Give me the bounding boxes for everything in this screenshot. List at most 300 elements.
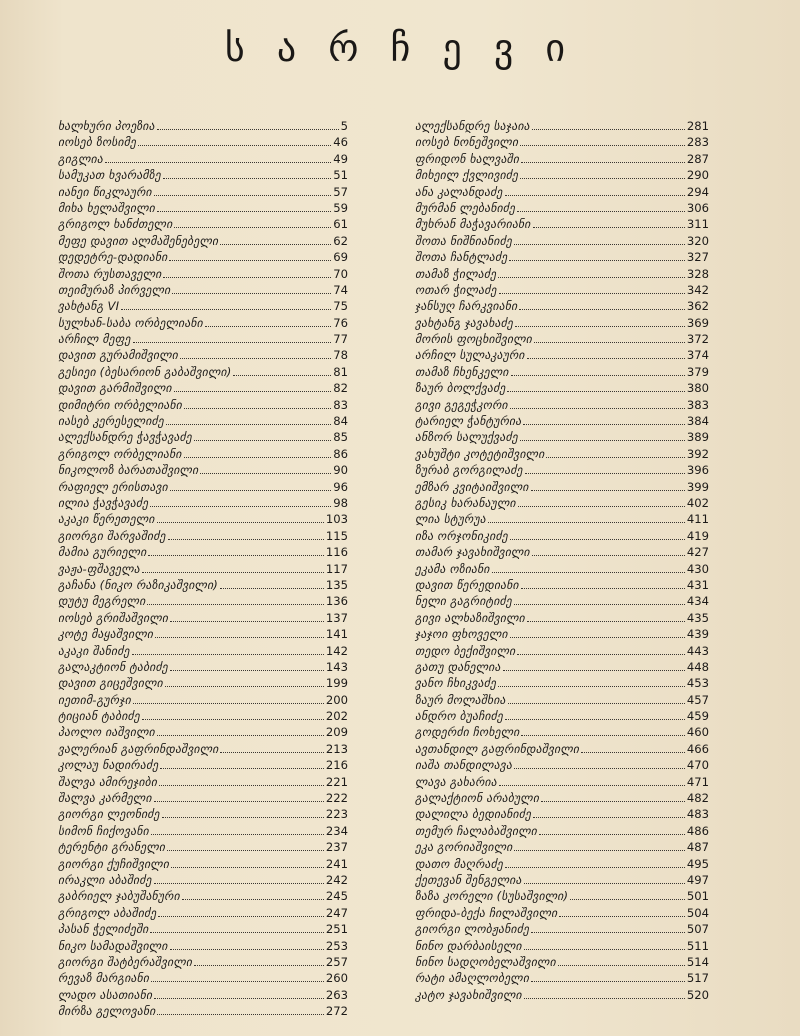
dot-leader xyxy=(150,921,323,933)
toc-entry-title: გრიგოლ ორბელიანი xyxy=(58,446,182,461)
dot-leader xyxy=(518,495,685,507)
toc-entry-title: შალვა კარმელი xyxy=(58,791,152,806)
dot-leader xyxy=(514,233,685,245)
toc-entry xyxy=(58,774,348,790)
toc-entry xyxy=(58,1003,348,1019)
toc-entry-title: ლია სტურუა xyxy=(415,512,486,527)
toc-entry-page-number: 379 xyxy=(686,364,709,379)
toc-entry-page-number: 115 xyxy=(325,528,348,543)
dot-leader xyxy=(532,118,685,130)
dot-leader xyxy=(514,839,684,851)
toc-entry-page-number: 84 xyxy=(333,414,348,429)
toc-entry-title: დედეტრე-დადიანი xyxy=(58,250,168,265)
toc-entry xyxy=(58,839,348,855)
dot-leader xyxy=(154,987,324,999)
toc-entry xyxy=(415,446,709,462)
toc-entry xyxy=(415,249,709,265)
dot-leader xyxy=(165,675,324,687)
toc-entry-page-number: 136 xyxy=(325,594,348,609)
toc-entry xyxy=(58,675,348,691)
dot-leader xyxy=(155,626,324,638)
toc-entry xyxy=(58,282,348,298)
toc-entry-page-number: 507 xyxy=(686,922,709,937)
toc-entry xyxy=(415,347,709,363)
toc-entry-title: სამუკათ ხვარამზე xyxy=(58,168,161,183)
dot-leader xyxy=(157,200,331,212)
dot-leader xyxy=(220,741,323,753)
toc-entry-title: ნინო დარბაისელი xyxy=(415,938,522,953)
toc-entry-title: ვაჟა-ფშაველა xyxy=(58,561,140,576)
toc-entry-title: ჯაჯოი ფხოველი xyxy=(415,627,508,642)
toc-entry-page-number: 514 xyxy=(686,954,709,969)
dot-leader xyxy=(499,774,685,786)
dot-leader xyxy=(541,790,685,802)
toc-entry xyxy=(58,364,348,380)
toc-entry-page-number: 396 xyxy=(686,463,709,478)
toc-entry-title: ავთანდილ გაფრინდაშვილი xyxy=(415,741,580,756)
toc-entry-title: რატი ამაღლობელი xyxy=(415,971,530,986)
toc-entry-title: ლადო ასათიანი xyxy=(58,987,153,1002)
toc-entry xyxy=(415,921,709,937)
dot-leader xyxy=(157,511,324,523)
dot-leader xyxy=(511,364,685,376)
dot-leader xyxy=(524,872,685,884)
toc-entry-page-number: 135 xyxy=(325,577,348,592)
toc-entry xyxy=(415,708,709,724)
dot-leader xyxy=(525,462,685,474)
toc-entry-page-number: 501 xyxy=(686,889,709,904)
toc-entry-title: კოლაუ ნადირაძე xyxy=(58,758,159,773)
toc-entry-page-number: 486 xyxy=(686,823,709,838)
toc-entry xyxy=(58,659,348,675)
toc-entry xyxy=(58,626,348,642)
toc-entry-title: ალექსანდრე ჭავჭავაძე xyxy=(58,430,192,445)
dot-leader xyxy=(163,167,331,179)
toc-entry-title: გაჩანა (ნიკო რაზიკაშვილი) xyxy=(58,577,219,592)
toc-entry xyxy=(58,856,348,872)
toc-entry xyxy=(415,938,709,954)
toc-entry xyxy=(415,413,709,429)
toc-entry-title: ეკამა ოზიანი xyxy=(415,561,490,576)
toc-entry-page-number: 402 xyxy=(686,495,709,510)
dot-leader xyxy=(169,249,331,261)
toc-entry xyxy=(415,495,709,511)
toc-entry-title: ვალერიან გაფრინდაშვილი xyxy=(58,741,219,756)
dot-leader xyxy=(151,823,324,835)
toc-entry xyxy=(58,823,348,839)
dot-leader xyxy=(220,577,324,589)
toc-entry xyxy=(58,757,348,773)
toc-entry xyxy=(58,593,348,609)
toc-entry-page-number: 372 xyxy=(686,332,709,347)
dot-leader xyxy=(515,315,685,327)
dot-leader xyxy=(172,282,331,294)
dot-leader xyxy=(505,708,685,720)
toc-entry xyxy=(415,429,709,445)
toc-entry-page-number: 320 xyxy=(686,233,709,248)
toc-entry xyxy=(58,610,348,626)
toc-entry xyxy=(58,184,348,200)
toc-entry xyxy=(415,987,709,1003)
dot-leader xyxy=(133,692,324,704)
toc-entry-title: მამია გურიელი xyxy=(58,545,147,560)
toc-entry xyxy=(415,298,709,314)
toc-entry-page-number: 342 xyxy=(686,282,709,297)
toc-entry xyxy=(415,954,709,970)
dot-leader xyxy=(510,397,685,409)
toc-entry-page-number: 137 xyxy=(325,610,348,625)
toc-entry-page-number: 78 xyxy=(333,348,348,363)
toc-entry xyxy=(58,790,348,806)
toc-entry-title: კოტე მაყაშვილი xyxy=(58,627,154,642)
dot-leader xyxy=(527,347,685,359)
toc-entry-page-number: 483 xyxy=(686,807,709,822)
toc-entry xyxy=(415,970,709,986)
toc-entry-page-number: 443 xyxy=(686,643,709,658)
toc-entry-title: ილია ჭავჭავაძე xyxy=(58,495,149,510)
toc-entry-title: ალექსანდრე საჯაია xyxy=(415,119,530,133)
dot-leader xyxy=(170,610,324,622)
toc-entry-page-number: 213 xyxy=(325,741,348,756)
toc-entry-page-number: 374 xyxy=(686,348,709,363)
toc-entry-page-number: 471 xyxy=(686,774,709,789)
dot-leader xyxy=(148,544,323,556)
toc-entry-page-number: 504 xyxy=(686,905,709,920)
toc-entry-title: იოსებ გრიშაშვილი xyxy=(58,610,169,625)
toc-entry-page-number: 76 xyxy=(333,315,348,330)
toc-entry-title: იეთიმ-გურჯი xyxy=(58,692,131,707)
dot-leader xyxy=(503,659,685,671)
toc-entry-title: ვანო ჩხიკვაძე xyxy=(415,676,497,691)
toc-entry xyxy=(58,511,348,527)
toc-entry xyxy=(58,479,348,495)
toc-entry xyxy=(415,462,709,478)
toc-entry xyxy=(415,659,709,675)
toc-entry-page-number: 434 xyxy=(686,594,709,609)
toc-entry-page-number: 380 xyxy=(686,381,709,396)
toc-entry-title: მურმან ლებანიძე xyxy=(415,200,516,215)
dot-leader xyxy=(488,511,685,523)
dot-leader xyxy=(517,200,685,212)
dot-leader xyxy=(194,954,324,966)
dot-leader xyxy=(105,151,331,163)
toc-entry-page-number: 457 xyxy=(686,692,709,707)
toc-entry-title: რაფიელ ერისთავი xyxy=(58,479,168,494)
toc-entry xyxy=(415,200,709,216)
toc-entry xyxy=(415,872,709,888)
toc-entry-title: დიმიტრი ორბელიანი xyxy=(58,397,182,412)
dot-leader xyxy=(138,134,331,146)
dot-leader xyxy=(510,626,685,638)
toc-entry-page-number: 117 xyxy=(325,561,348,576)
toc-entry-title: მუხრან მაჭავარიანი xyxy=(415,217,531,232)
toc-entry xyxy=(415,741,709,757)
toc-entry-page-number: 253 xyxy=(325,938,348,953)
toc-entry-page-number: 466 xyxy=(686,741,709,756)
toc-entry-page-number: 61 xyxy=(333,217,348,232)
toc-entry-page-number: 103 xyxy=(325,512,348,527)
toc-entry-title: ქეთევან შენგელია xyxy=(415,872,522,887)
toc-entry xyxy=(415,675,709,691)
toc-entry xyxy=(58,872,348,888)
dot-leader xyxy=(154,790,324,802)
toc-entry-title: გიორგი შატბერაშვილი xyxy=(58,954,193,969)
dot-leader xyxy=(194,429,331,441)
dot-leader xyxy=(157,1003,323,1015)
toc-entry-title: რევაზ მარგიანი xyxy=(58,971,150,986)
toc-entry-title: გიგლია xyxy=(58,151,103,166)
toc-entry-title: დალილა ბედიანიძე xyxy=(415,807,532,822)
toc-entry-title: ნელი გაგრიტიძე xyxy=(415,594,512,609)
toc-entry-page-number: 70 xyxy=(333,266,348,281)
dot-leader xyxy=(509,249,685,261)
toc-entry xyxy=(415,823,709,839)
dot-leader xyxy=(581,741,685,753)
toc-entry-title: იანეი წიკლაური xyxy=(58,184,152,199)
dot-leader xyxy=(154,872,324,884)
toc-entry xyxy=(415,380,709,396)
dot-leader xyxy=(163,266,331,278)
toc-entry-page-number: 283 xyxy=(686,135,709,150)
toc-entry-title: გიორგი შარვაშიძე xyxy=(58,528,166,543)
dot-leader xyxy=(521,151,685,163)
toc-entry-page-number: 141 xyxy=(325,627,348,642)
toc-entry-page-number: 5 xyxy=(340,119,348,133)
toc-entry xyxy=(415,528,709,544)
toc-entry-page-number: 242 xyxy=(325,872,348,887)
toc-entry-page-number: 511 xyxy=(686,938,709,953)
toc-entry-page-number: 482 xyxy=(686,791,709,806)
dot-leader xyxy=(147,593,323,605)
toc-entry-page-number: 427 xyxy=(686,545,709,560)
toc-entry-title: შოთა ნიშნიანიძე xyxy=(415,233,512,248)
toc-entry-page-number: 59 xyxy=(333,200,348,215)
toc-entry xyxy=(415,724,709,740)
dot-leader xyxy=(170,659,324,671)
toc-entry xyxy=(415,790,709,806)
dot-leader xyxy=(157,724,324,736)
toc-entry-title: შოთა რუსთაველი xyxy=(58,266,162,281)
toc-entry-title: ტარიელ ჭანტურია xyxy=(415,414,522,429)
toc-entry-title: გალაქტიონ არაბული xyxy=(415,791,540,806)
toc-entry-title: გრიგოლ აბაშიძე xyxy=(58,905,157,920)
toc-entry-page-number: 495 xyxy=(686,856,709,871)
toc-entry-title: ვახუშტი კოტეტიშვილი xyxy=(415,446,545,461)
toc-entry xyxy=(58,298,348,314)
dot-leader xyxy=(533,806,685,818)
dot-leader xyxy=(157,118,339,130)
dot-leader xyxy=(508,692,685,704)
toc-entry xyxy=(58,544,348,560)
toc-entry-title: ზაურ მოლაშხია xyxy=(415,692,506,707)
toc-entry xyxy=(415,593,709,609)
toc-entry xyxy=(415,577,709,593)
toc-entry-title: დავით გიცეშვილი xyxy=(58,676,163,691)
toc-entry-page-number: 81 xyxy=(333,364,348,379)
toc-entry-page-number: 327 xyxy=(686,250,709,265)
toc-entry-title: თედო ბექიშვილი xyxy=(415,643,516,658)
toc-entry-page-number: 460 xyxy=(686,725,709,740)
toc-entry xyxy=(415,216,709,232)
toc-entry-title: პასან ჭელიძეში xyxy=(58,922,149,937)
toc-entry-page-number: 209 xyxy=(325,725,348,740)
toc-entry xyxy=(415,266,709,282)
toc-entry-page-number: 237 xyxy=(325,840,348,855)
toc-entry-title: თამაზ ჭილაძე xyxy=(415,266,497,281)
toc-entry-title: მირზა გელოვანი xyxy=(58,1004,156,1019)
dot-leader xyxy=(168,528,324,540)
toc-entry-title: გიორგი ქუჩიშვილი xyxy=(58,856,170,871)
dot-leader xyxy=(519,298,685,310)
toc-entry xyxy=(415,610,709,626)
dot-leader xyxy=(507,380,684,392)
dot-leader xyxy=(531,970,685,982)
toc-entry xyxy=(58,495,348,511)
toc-entry-title: ვახტანგ ჯავახაძე xyxy=(415,315,513,330)
dot-leader xyxy=(532,544,685,556)
toc-entry-title: მორის ფოცხიშვილი xyxy=(415,332,532,347)
toc-entry xyxy=(415,561,709,577)
dot-leader xyxy=(151,970,324,982)
toc-entry xyxy=(58,380,348,396)
toc-entry-title: გრიგოლ ხანძთელი xyxy=(58,217,173,232)
toc-entry-page-number: 143 xyxy=(325,659,348,674)
dot-leader xyxy=(180,347,331,359)
toc-entry xyxy=(415,839,709,855)
toc-entry-page-number: 90 xyxy=(333,463,348,478)
dot-leader xyxy=(166,413,331,425)
toc-entry-page-number: 221 xyxy=(325,774,348,789)
toc-entry xyxy=(58,905,348,921)
dot-leader xyxy=(121,298,331,310)
toc-entry-page-number: 389 xyxy=(686,430,709,445)
toc-entry xyxy=(415,757,709,773)
dot-leader xyxy=(559,905,685,917)
toc-entry-page-number: 430 xyxy=(686,561,709,576)
toc-entry xyxy=(58,397,348,413)
toc-entry-page-number: 223 xyxy=(325,807,348,822)
toc-entry-page-number: 419 xyxy=(686,528,709,543)
dot-leader xyxy=(520,429,685,441)
toc-entry xyxy=(415,233,709,249)
toc-entry-title: შოთა ჩანტლაძე xyxy=(415,250,508,265)
dot-leader xyxy=(520,134,685,146)
toc-entry xyxy=(415,692,709,708)
toc-entry-page-number: 281 xyxy=(686,119,709,133)
dot-leader xyxy=(158,905,323,917)
toc-entry xyxy=(58,167,348,183)
toc-entry xyxy=(58,315,348,331)
toc-entry-title: დათო მაღრაძე xyxy=(415,856,503,871)
toc-entry-title: ირაკლი აბაშიძე xyxy=(58,872,152,887)
toc-entry xyxy=(415,643,709,659)
dot-leader xyxy=(498,675,685,687)
toc-entry-page-number: 98 xyxy=(333,495,348,510)
toc-entry-page-number: 392 xyxy=(686,446,709,461)
toc-entry-title: თამარ ჯავახიშვილი xyxy=(415,545,530,560)
dot-leader xyxy=(142,561,324,573)
dot-leader xyxy=(167,839,324,851)
dot-leader xyxy=(492,561,685,573)
dot-leader xyxy=(154,184,331,196)
toc-entry xyxy=(58,643,348,659)
toc-entry-title: აკაკი წერეთელი xyxy=(58,512,155,527)
toc-entry xyxy=(415,282,709,298)
toc-entry xyxy=(415,511,709,527)
dot-leader xyxy=(170,938,324,950)
dot-leader xyxy=(184,397,331,409)
toc-entry-page-number: 459 xyxy=(686,709,709,724)
toc-entry-title: ფრიდა-ბექა ჩილაშვილი xyxy=(415,905,558,920)
toc-entry xyxy=(415,806,709,822)
toc-entry xyxy=(415,626,709,642)
toc-entry-title: იოსებ ზოსიმე xyxy=(58,135,137,150)
toc-entry-title: გივი გეგეჭკორი xyxy=(415,397,508,412)
toc-entry xyxy=(415,905,709,921)
dot-leader xyxy=(523,413,685,425)
toc-entry xyxy=(415,774,709,790)
dot-leader xyxy=(150,495,331,507)
toc-entry-page-number: 453 xyxy=(686,676,709,691)
dot-leader xyxy=(142,708,324,720)
toc-entry-page-number: 200 xyxy=(325,692,348,707)
dot-leader xyxy=(517,643,684,655)
dot-leader xyxy=(205,315,331,327)
toc-entry-page-number: 439 xyxy=(686,627,709,642)
toc-entry-title: ტიციან ტაბიძე xyxy=(58,709,140,724)
toc-entry-title: თემურ ჩალაბაშვილი xyxy=(415,823,537,838)
toc-entry-title: იაშა თანდილავა xyxy=(415,758,513,773)
toc-entry-title: მიხეილ ქვლივიძე xyxy=(415,168,519,183)
toc-entry-title: ზურაბ გორგილაძე xyxy=(415,463,523,478)
dot-leader xyxy=(524,938,685,950)
toc-entry xyxy=(415,118,709,134)
toc-entry xyxy=(415,856,709,872)
dot-leader xyxy=(505,184,685,196)
toc-entry-title: ოთარ ჭილაძე xyxy=(415,282,497,297)
toc-entry xyxy=(58,462,348,478)
toc-entry-title: თეიმურაზ პირველი xyxy=(58,282,171,297)
toc-entry-title: დუტუ მეგრელი xyxy=(58,594,146,609)
toc-entry xyxy=(58,200,348,216)
toc-entry-title: კატო ჯავახიშვილი xyxy=(415,987,522,1002)
dot-leader xyxy=(514,757,685,769)
toc-entry-page-number: 202 xyxy=(325,709,348,724)
toc-entry xyxy=(58,216,348,232)
toc-entry-page-number: 369 xyxy=(686,315,709,330)
toc-entry-page-number: 83 xyxy=(333,397,348,412)
toc-entry-page-number: 328 xyxy=(686,266,709,281)
toc-entry-title: ემზარ კვიტაიშვილი xyxy=(415,479,529,494)
toc-entry-page-number: 116 xyxy=(325,545,348,560)
dot-leader xyxy=(521,724,684,736)
dot-leader xyxy=(200,462,331,474)
toc-entry-page-number: 199 xyxy=(325,676,348,691)
dot-leader xyxy=(527,610,685,622)
toc-entry-page-number: 362 xyxy=(686,299,709,314)
toc-entry xyxy=(58,724,348,740)
toc-entry xyxy=(58,806,348,822)
toc-entry-page-number: 86 xyxy=(333,446,348,461)
dot-leader xyxy=(184,446,332,458)
toc-entry-page-number: 290 xyxy=(686,168,709,183)
dot-leader xyxy=(162,806,324,818)
toc-entry xyxy=(415,315,709,331)
toc-entry xyxy=(415,397,709,413)
toc-entry-title: გალაკტიონ ტაბიძე xyxy=(58,659,168,674)
toc-entry-title: ზაურ ბოლქვაძე xyxy=(415,381,506,396)
toc-entry-title: დავით წერედიანი xyxy=(415,577,519,592)
